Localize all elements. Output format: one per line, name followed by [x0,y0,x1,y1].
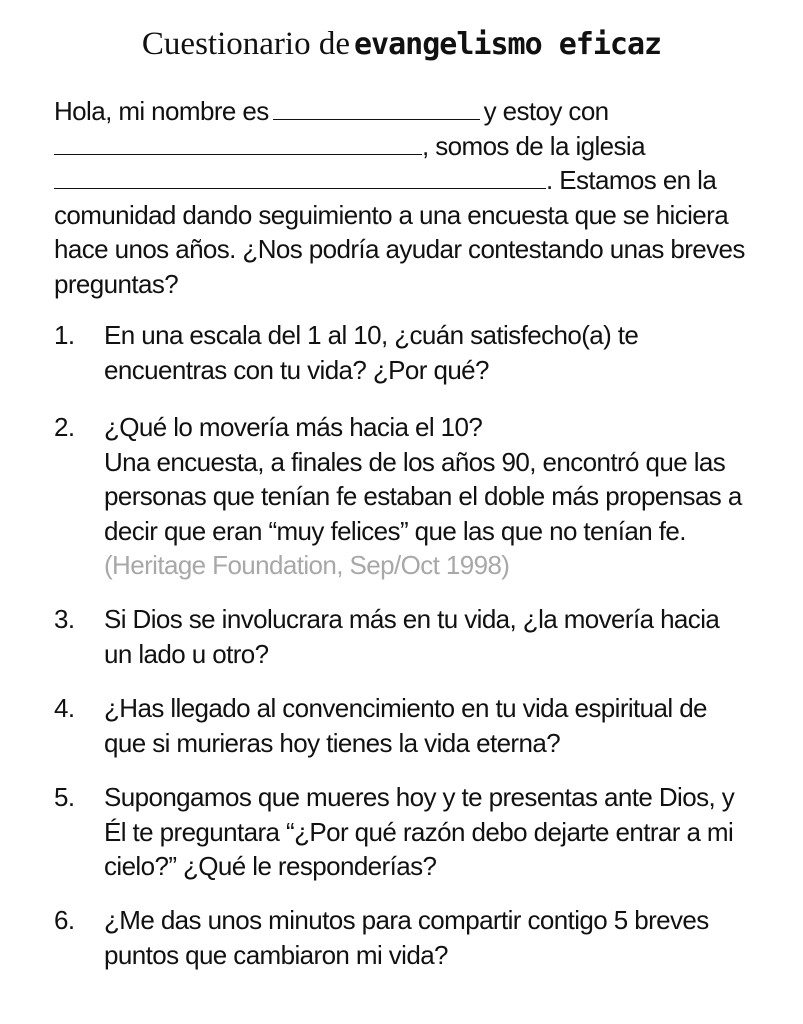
question-number: 3. [54,604,75,634]
intro-line-4: comunidad dando seguimiento a una encuesta que se hiciera [54,199,729,230]
question-text [104,318,764,387]
question-text [104,410,764,583]
intro-line-3 [54,163,754,198]
question-line: En una escala del 1 al 10, ¿cuán satisfecho(a) te [104,320,639,350]
intro-line-2 [54,129,754,164]
question-line: que si murieras hoy tienes la vida eterna? [104,727,561,758]
companion-blank [54,132,422,155]
question-line: personas que tenían fe estaban el doble más propensas a [104,481,742,511]
page-title [0,26,803,63]
question-number: 1. [54,320,75,350]
title-regular-text: Cuestionario de [141,26,350,62]
question-number: 2. [54,412,75,442]
question-text [104,903,764,972]
question-number: 4. [54,693,75,723]
name-blank [273,97,480,120]
question-line: decir que eran “muy felices” que las que no tenían fe. [104,515,686,546]
question-text [104,780,764,884]
question-line: Una encuesta, a finales de los años 90, encontró que las [104,446,726,477]
intro-greeting-text: Hola, mi nombre es [54,96,269,126]
question-line: encuentras con tu vida? ¿Por qué? [104,354,489,385]
question-line: ¿Has llegado al convencimiento en tu vida espiritual de [104,693,707,723]
title-bold-text: evangelismo eficaz [353,27,662,62]
question-line: ¿Me das unos minutos para compartir contigo 5 breves [104,905,709,935]
question-line: Supongamos que mueres hoy y te presentas ante Dios, y [104,782,735,812]
intro-line-1 [54,94,754,129]
question-line: un lado u otro? [104,638,269,669]
intro-with-text: y estoy con [483,96,609,126]
intro-line-6: preguntas? [54,268,179,299]
question-line: Si Dios se involucrara más en tu vida, ¿la movería hacia [104,604,720,634]
question-line: cielo?” ¿Qué le responderías? [104,851,437,881]
citation: (Heritage Foundation, Sep/Oct 1998) [104,550,510,580]
church-blank [54,166,546,189]
question-text [104,691,764,760]
question-line: Él te preguntara “¿Por qué razón debo dejarte entrar a mi [104,816,734,847]
question-line: puntos que cambiaron mi vida? [104,939,448,970]
intro-paragraph [54,94,754,301]
intro-church-text: , somos de la iglesia [422,130,645,161]
question-text [104,602,764,671]
question-number: 6. [54,905,75,935]
intro-community-text: . Estamos en la [546,165,717,195]
question-line: ¿Qué lo movería más hacia el 10? [104,412,483,442]
intro-line-5: hace unos años. ¿Nos podría ayudar contestando unas breves [54,234,745,264]
question-number: 5. [54,782,75,812]
